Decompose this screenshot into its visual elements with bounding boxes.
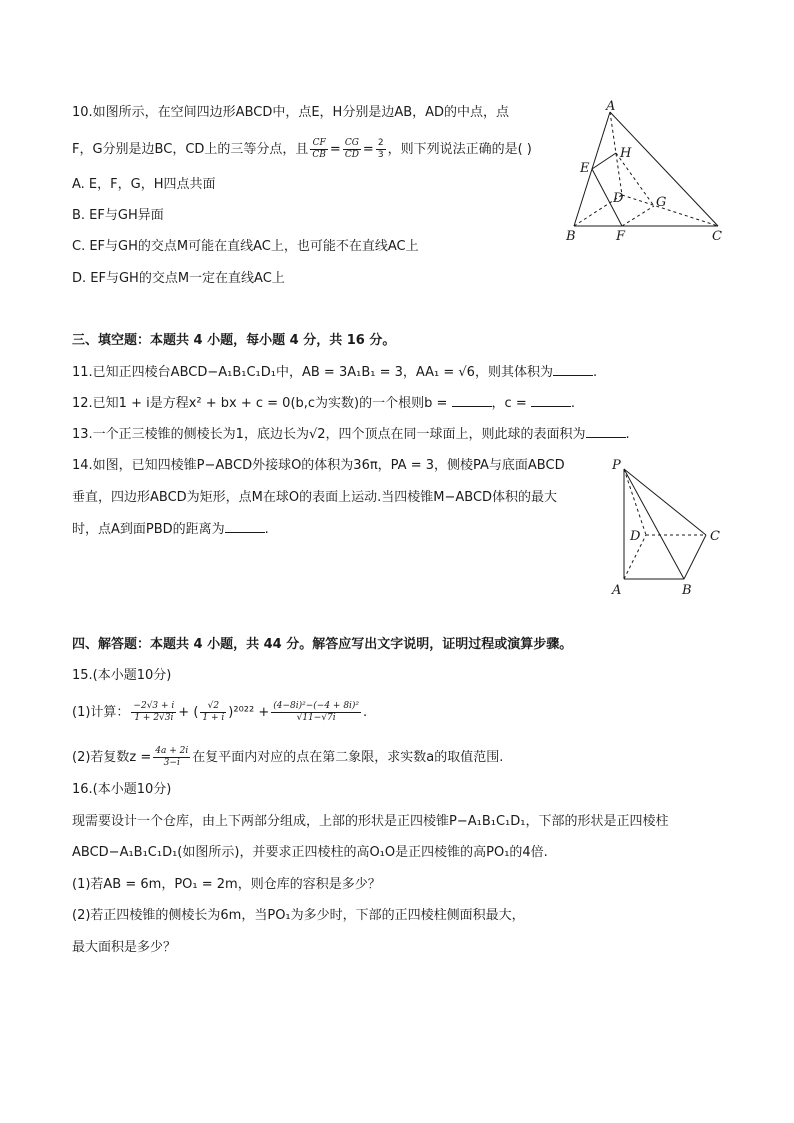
label-c: C — [712, 229, 722, 244]
frac-num: 2 — [377, 138, 384, 148]
fraction-cf-cb — [310, 138, 328, 161]
edge-pd — [624, 469, 646, 535]
frac-num: CF — [310, 138, 328, 150]
q12-mid: ，c = — [491, 396, 531, 411]
q16-line3: (1)若AB = 6m，PO₁ = 2m，则仓库的容积是多少？ — [72, 877, 381, 892]
q11-post: . — [592, 365, 598, 380]
frac-den: 3−i — [163, 758, 180, 768]
q15-part2 — [72, 746, 503, 769]
answer-blank-c — [531, 394, 571, 407]
label-p: P — [612, 458, 621, 473]
edge-pb — [624, 469, 684, 579]
frac-num: (4−8i)²−(−4 + 8i)² — [273, 701, 360, 711]
section-3-title: 三、填空题：本题共 4 小题，每小题 4 分，共 16 分。 — [72, 333, 396, 348]
label-g: G — [656, 195, 667, 210]
label-d: D — [630, 529, 641, 544]
q10-line2: F，G分别是边BC，CD上的三等分点，且 $\frac{CF}{CB}$ = $\frac{CG}{CD}$ = $\frac{2}{3}$ ，则下列说法正确的是( ) — [72, 138, 532, 160]
label-a: A — [606, 100, 616, 114]
frac-num: √2 — [200, 701, 226, 713]
q16-heading: 16.(本小题10分) — [72, 782, 172, 797]
q12-post: . — [570, 396, 575, 411]
answer-blank-b — [452, 394, 492, 407]
q15-part2-text: 在复平面内对应的点在第二象限，求实数a的取值范围. — [192, 750, 504, 765]
q12-text: 12.已知1 + i是方程x² + bx + c = 0(b,c为实数)的一个根则b = — [72, 396, 452, 411]
q14-line1: 14.如图，已知四棱锥P−ABCD外接球O的体积为36π，PA = 3，侧棱PA与底面ABCD — [72, 458, 565, 473]
q10-tetrahedron-figure — [560, 100, 740, 245]
q11-text: 11.已知正四棱台ABCD−A₁B₁C₁D₁中，AB = 3A₁B₁ = 3，AA₁ = √6，则其体积为 — [72, 365, 553, 380]
q14-post: . — [264, 522, 269, 537]
edge-bc — [684, 535, 706, 579]
frac-den: CD — [344, 150, 359, 160]
fraction-4 — [153, 746, 190, 769]
q16-line4: (2)若正四棱锥的侧棱长为6m，当PO₁为多少时，下部的正四棱柱侧面积最大， — [72, 908, 525, 923]
fraction-two-thirds — [376, 138, 386, 161]
label-c: C — [710, 529, 720, 544]
label-b: B — [566, 229, 576, 244]
label-b: B — [682, 583, 692, 598]
label-h: H — [620, 146, 632, 161]
q14-line3-text: 时，点A到面PBD的距离为 — [72, 522, 225, 537]
label-d: D — [613, 191, 624, 206]
q15-part1-label: (1)计算： — [72, 705, 130, 720]
segment-eh — [592, 153, 616, 169]
q15-post: . — [363, 705, 368, 720]
q13-post: . — [625, 427, 630, 442]
label-e: E — [580, 161, 590, 176]
q13 — [72, 425, 630, 444]
q15-exp: )²⁰²² + — [228, 705, 270, 720]
frac-num: CG — [343, 138, 361, 150]
label-f: F — [616, 229, 626, 244]
q16-line5: 最大面积是多少？ — [72, 940, 177, 955]
label-a: A — [612, 583, 622, 598]
q10-option-d: D. EF与GH的交点M一定在直线AC上 — [72, 271, 285, 286]
answer-blank — [225, 520, 265, 533]
frac-den: 3 — [377, 150, 384, 160]
q10-line2-post: ，则下列说法正确的是( ) — [387, 142, 532, 157]
edge-pc — [624, 469, 706, 535]
q15-mid: + ( — [178, 705, 199, 720]
q16-line1: 现需要设计一个仓库，由上下两部分组成，上部的形状是正四棱锥P−A₁B₁C₁D₁，下部的形状是正四棱柱 — [72, 814, 669, 829]
frac-den: 1 + 2√3i — [134, 713, 174, 723]
segment-fg — [622, 206, 654, 226]
fraction-2 — [200, 701, 226, 724]
q13-text: 13.一个正三棱锥的侧棱长为1，底边长为√2，四个顶点在同一球面上，则此球的表面积为 — [72, 427, 586, 442]
q14-pyramid-figure — [600, 455, 730, 600]
frac-den: CB — [312, 150, 326, 160]
q15-part1 — [72, 701, 367, 724]
q10-option-b: B. EF与GH异面 — [72, 208, 164, 223]
q14-line3 — [72, 520, 269, 539]
q10-line1: 10.如图所示，在空间四边形ABCD中，点E，H分别是边AB，AD的中点，点 — [72, 105, 510, 120]
q15-part2-label: (2)若复数z = — [72, 750, 152, 765]
q10-line2-pre: F，G分别是边BC，CD上的三等分点，且 — [72, 142, 309, 157]
q16-line2: ABCD−A₁B₁C₁D₁(如图所示)，并要求正四棱柱的高O₁O是正四棱锥的高PO₁的4倍. — [72, 845, 548, 860]
frac-num: −2√3 + i — [133, 701, 175, 711]
answer-blank — [553, 363, 593, 376]
fraction-1 — [131, 701, 176, 724]
q15-heading: 15.(本小题10分) — [72, 668, 172, 683]
answer-blank — [586, 425, 626, 438]
frac-den: √11−√7i — [296, 713, 336, 723]
q11 — [72, 363, 597, 382]
q12 — [72, 394, 575, 413]
frac-num: 4a + 2i — [155, 746, 189, 756]
q10-option-a: A. E，F，G，H四点共面 — [72, 177, 216, 192]
fraction-3 — [271, 701, 361, 724]
q10-option-c: C. EF与GH的交点M可能在直线AC上，也可能不在直线AC上 — [72, 239, 419, 254]
q14-line2: 垂直，四边形ABCD为矩形，点M在球O的表面上运动.当四棱锥M−ABCD体积的最大 — [72, 490, 558, 505]
frac-den: 1 + i — [202, 713, 225, 723]
section-4-title: 四、解答题：本题共 4 小题，共 44 分。解答应写出文字说明，证明过程或演算步骤。 — [72, 637, 573, 652]
fraction-cg-cd — [343, 138, 361, 161]
